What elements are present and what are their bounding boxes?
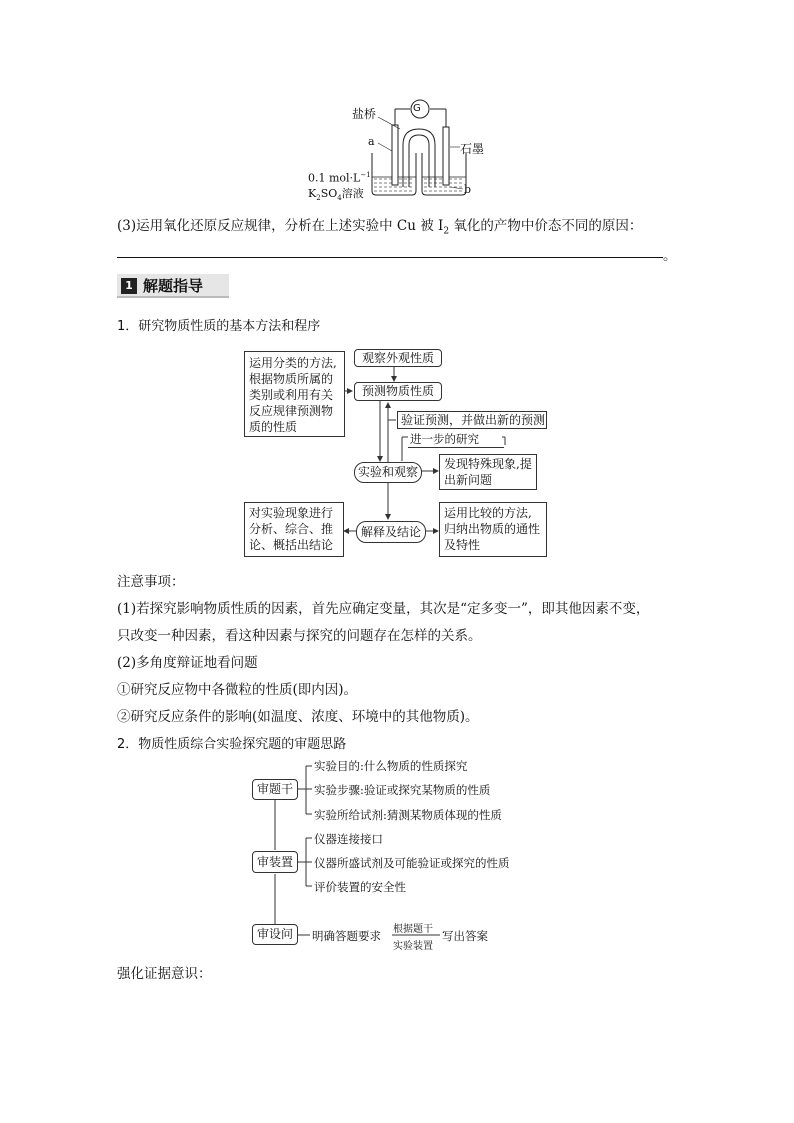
electrode-a-label: a — [368, 135, 375, 148]
prediction-method-box: 运用分类的方法,根据物质所属的类别或利用有关反应规律预测物质的性质 — [244, 351, 345, 437]
discover-box: 发现特殊现象,提出新问题 — [439, 454, 537, 490]
note-2-a: ①研究反应物中各微粒的性质(即内因)。 — [117, 682, 358, 698]
experiment-box: 实验和观察 — [354, 462, 422, 483]
solution-label: $K_2SO_4$溶液 — [308, 187, 364, 203]
note-2: (2)多角度辩证地看问题 — [117, 655, 258, 671]
question-right: 写出答案 — [442, 929, 488, 943]
note-2-b: ②研究反应条件的影响(如温度、浓度、环境中的其他物质)。 — [117, 709, 479, 725]
review-tree — [250, 752, 550, 952]
question-3: (3)运用氧化还原反应规律，分析在上述实验中 Cu 被 $I_2$ 氧化的产物中价态不同的原因： — [117, 218, 643, 237]
stem-item-3: 实验所给试剂:猜测某物质体现的性质 — [314, 808, 502, 822]
further-study-label: 进一步的研究 — [408, 431, 504, 448]
electrode-b-label: b — [464, 183, 472, 196]
device-item-1: 仪器连接接口 — [314, 832, 383, 846]
question-box: 审设问 — [252, 924, 298, 945]
question-frac-bottom: 实验装置 — [393, 941, 433, 952]
evidence-awareness: 强化证据意识： — [117, 966, 212, 982]
compare-box: 运用比较的方法,归纳出物质的通性及特性 — [439, 502, 547, 557]
observe-box: 观察外观性质 — [354, 349, 442, 367]
research-flowchart — [240, 345, 560, 560]
part1-title: 1．研究物质性质的基本方法和程序 — [117, 319, 321, 334]
answer-end-mark: 。 — [663, 248, 677, 264]
stem-box: 审题干 — [252, 779, 298, 800]
answer-line — [117, 257, 663, 258]
note-1-line-2: 只改变一种因素，看这种因素与探究的问题存在怎样的关系。 — [117, 628, 482, 644]
predict-box: 预测物质性质 — [354, 382, 442, 401]
question-left: 明确答题要求 — [312, 929, 381, 943]
concentration-label: 0.1 $mol\cdot L^{-1}$ — [308, 171, 371, 185]
device-item-2: 仪器所盛试剂及可能验证或探究的性质 — [314, 856, 510, 870]
stem-item-1: 实验目的:什么物质的性质探究 — [314, 759, 468, 773]
device-item-3: 评价装置的安全性 — [314, 880, 406, 894]
section-heading — [117, 272, 229, 298]
salt-bridge-label: 盐桥 — [352, 107, 377, 121]
galvanometer-label: G — [413, 103, 421, 114]
apparatus-figure — [300, 95, 500, 205]
question-frac-top: 根据题干 — [393, 924, 433, 935]
graphite-label: 石墨 — [460, 142, 485, 156]
notes-title: 注意事项： — [117, 574, 185, 590]
stem-item-2: 实验步骤:验证或探究某物质的性质 — [314, 783, 491, 797]
analysis-box: 对实验现象进行分析、综合、推论、概括出结论 — [244, 502, 344, 557]
note-1-line-1: (1)若探究影响物质性质的因素，首先应确定变量，其次是“定多变一”，即其他因素不变， — [117, 601, 650, 617]
section-number-icon: 1 — [121, 278, 137, 294]
part2-title: 2．物质性质综合实验探究题的审题思路 — [117, 737, 347, 752]
explain-box: 解释及结论 — [356, 521, 426, 543]
device-box: 审装置 — [252, 851, 298, 873]
section-title: 解题指导 — [143, 277, 204, 295]
verify-box: 验证预测，并做出新的预测 — [397, 411, 547, 429]
